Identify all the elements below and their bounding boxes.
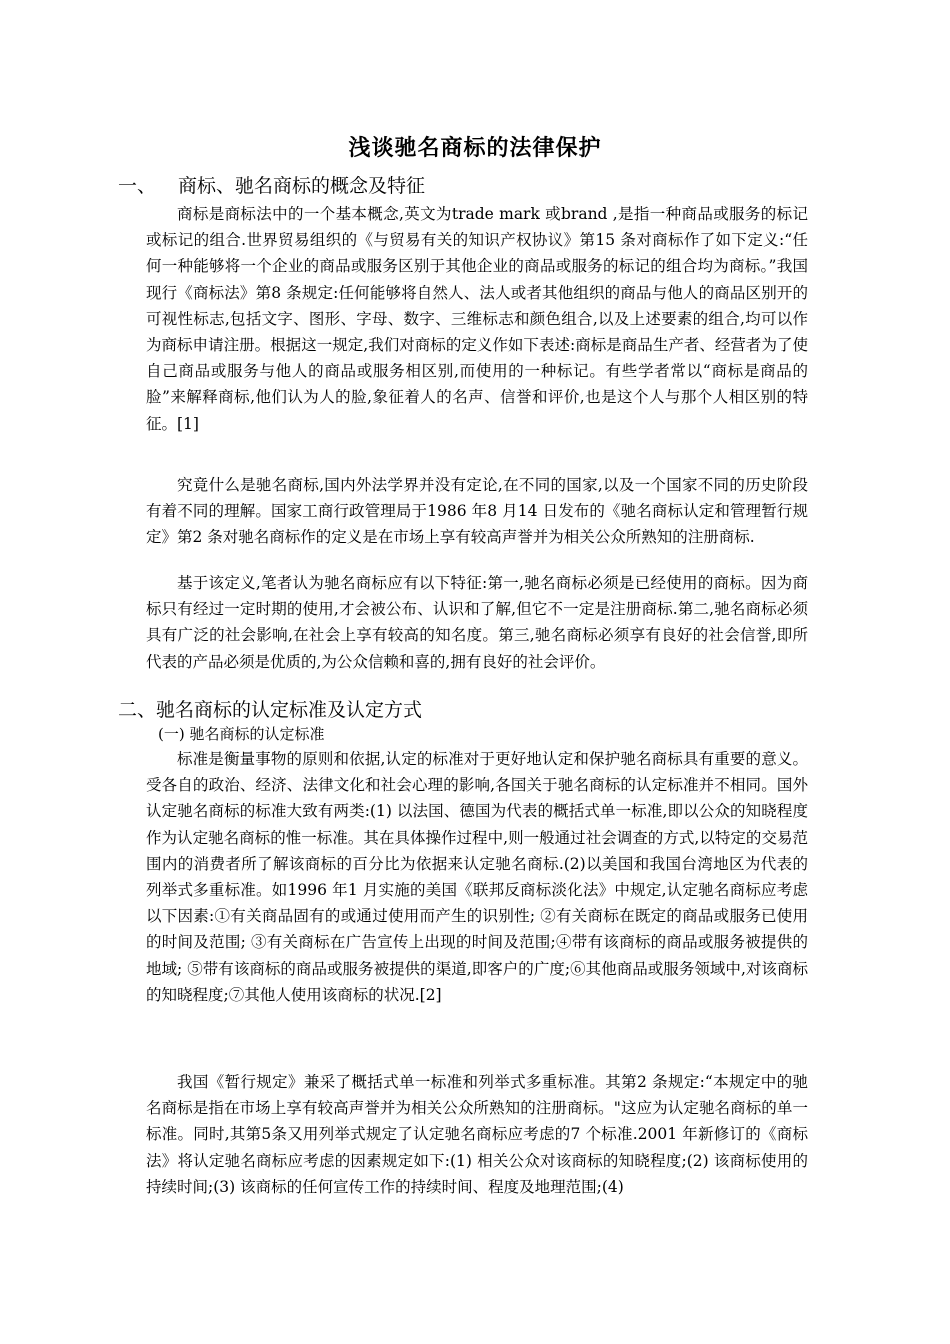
document-title: 浅谈驰名商标的法律保护 — [348, 135, 602, 161]
paragraph-features: 基于该定义,笔者认为驰名商标应有以下特征:第一,驰名商标必须是已经使用的商标。因为商标只有经过一定时期的使用,才会被公布、认识和了解,但它不一定是注册商标.第二,驰名商标必须具有广泛的社会影响,在社会上享有较高的知名度。第三,驰名商标必须享有良好的社会信誉,即所代表的产品必须是优质的,为公众信赖和喜的,拥有良好的社会评价。 — [146, 574, 808, 671]
section-1-title: 商标、驰名商标的概念及特征 — [178, 175, 426, 197]
section-2-heading — [118, 697, 422, 723]
subsection-1-heading — [158, 723, 325, 745]
section-2-title: 驰名商标的认定标准及认定方式 — [156, 699, 423, 721]
subsection-1-title: 驰名商标的认定标准 — [189, 725, 325, 743]
section-1-number: 一、 — [118, 175, 157, 197]
section-1-heading — [118, 173, 425, 199]
section-2-number: 二、 — [118, 699, 157, 721]
paragraph-recognition-standards: 标准是衡量事物的原则和依据,认定的标准对于更好地认定和保护驰名商标具有重要的意义。受各自的政治、经济、法律文化和社会心理的影响,各国关于驰名商标的认定标准并不相同。国外认定驰名商标的标准大致有两类:(1) 以法国、德国为代表的概括式单一标准,即以公众的知晓程度作为认定驰名商标的惟一标准。其在具体操作过程中,则一般通过社会调查的方式,以特定的交易范围内的消费者所了解该商标的百分比为依据来认定驰名商标.(2)以美国和我国台湾地区为代表的列举式多重标准。如1996 年1 月实施的美国《联邦反商标淡化法》中规定,认定驰名商标应考虑以下因素:①有关商品固有的或通过使用而产生的识别性; ②有关商标在既定的商品或服务已使用的时间及范围; ③有关商标在广告宣传上出现的时间及范围;④带有该商标的商品或服务被提供的地域; ⑤带有该商标的商品或服务被提供的渠道,即客户的广度;⑥其他商品或服务领域中,对该商标的知晓程度;⑦其他人使用该商标的状况.[2] — [146, 750, 808, 1004]
paragraph-china-standards: 我国《暂行规定》兼采了概括式单一标准和列举式多重标准。其第2 条规定:“本规定中的驰名商标是指在市场上享有较高声誉并为相关公众所熟知的注册商标。"这应为认定驰名商标的单一标准。同时,其第5条又用列举式规定了认定驰名商标应考虑的7 个标准.2001 年新修订的《商标法》将认定驰名商标应考虑的因素规定如下:(1) 相关公众对该商标的知晓程度;(2) 该商标使用的持续时间;(3) 该商标的任何宣传工作的持续时间、程度及地理范围;(4) — [146, 1073, 808, 1196]
paragraph-trademark-definition: 商标是商标法中的一个基本概念,英文为trade mark 或brand ,是指一种商品或服务的标记或标记的组合.世界贸易组织的《与贸易有关的知识产权协议》第15 条对商标作了如下定义:“任何一种能够将一个企业的商品或服务区别于其他企业的商品或服务的标记的组合均为商标。”我国现行《商标法》第8 条规定:任何能够将自然人、法人或者其他组织的商品与他人的商品区别开的可视性标志,包括文字、图形、字母、数字、三维标志和颜色组合,以及上述要素的组合,均可以作为商标申请注册。根据这一规定,我们对商标的定义作如下表述:商标是商品生产者、经营者为了使自己商品或服务与他人的商品或服务相区别,而使用的一种标记。有些学者常以“商标是商品的脸”来解释商标,他们认为人的脸,象征着人的名声、信誉和评价,也是这个人与那个人相区别的特征。[1] — [146, 205, 808, 433]
subsection-1-number: (一) — [158, 725, 185, 743]
paragraph-well-known-definition: 究竟什么是驰名商标,国内外法学界并没有定论,在不同的国家,以及一个国家不同的历史阶段有着不同的理解。国家工商行政管理局于1986 年8 月14 日发布的《驰名商标认定和管理暂行规定》第2 条对驰名商标作的定义是在市场上享有较高声誉并为相关公众所熟知的注册商标. — [146, 476, 808, 547]
